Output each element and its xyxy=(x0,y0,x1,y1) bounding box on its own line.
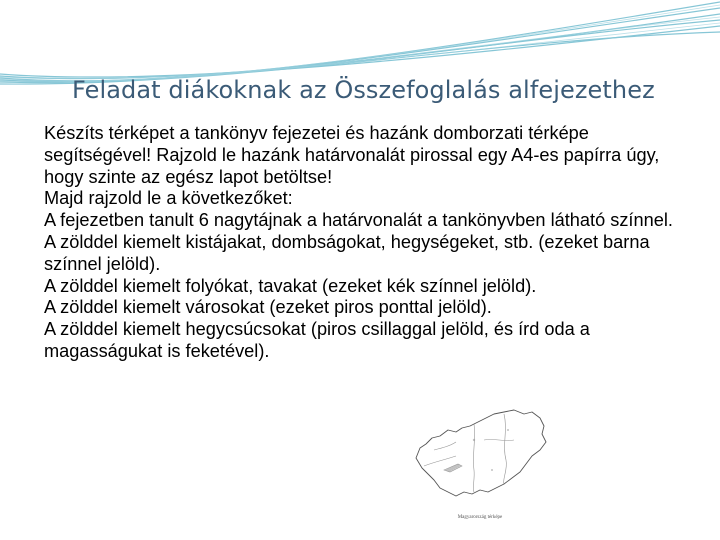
slide-title: Feladat diákoknak az Összefoglalás alfejezethez xyxy=(72,76,655,104)
task-item-cities: A zölddel kiemelt városokat (ezeket piros ponttal jelöld). xyxy=(44,297,492,318)
task-intro-paragraph: Készíts térképet a tankönyv fejezetei és hazánk domborzati térképe segítségével! Rajzold le hazánk határvonalát pirossal egy A4-es papírra úgy, hogy szinte az egész lapot betöltse! xyxy=(44,123,660,187)
task-item-landscapes: A fejezetben tanult 6 nagytájnak a határvonalát a tankönyvben látható színnel. xyxy=(44,210,673,231)
task-item-rivers: A zölddel kiemelt folyókat, tavakat (ezeket kék színnel jelöld). xyxy=(44,275,537,296)
map-caption: Magyarország térképe xyxy=(457,515,503,520)
task-item-peaks: A zölddel kiemelt hegycsúcsokat (piros csillaggal jelöld, és írd oda a magasságukat is feketével). xyxy=(44,319,590,361)
task-text xyxy=(44,123,694,363)
hungary-map-image xyxy=(404,400,556,525)
task-item-hills: A zölddel kiemelt kistájakat, dombságokat, hegységeket, stb. (ezeket barna színnel jelöld). xyxy=(44,231,650,274)
task-list-heading: Majd rajzold le a következőket: xyxy=(44,188,293,209)
